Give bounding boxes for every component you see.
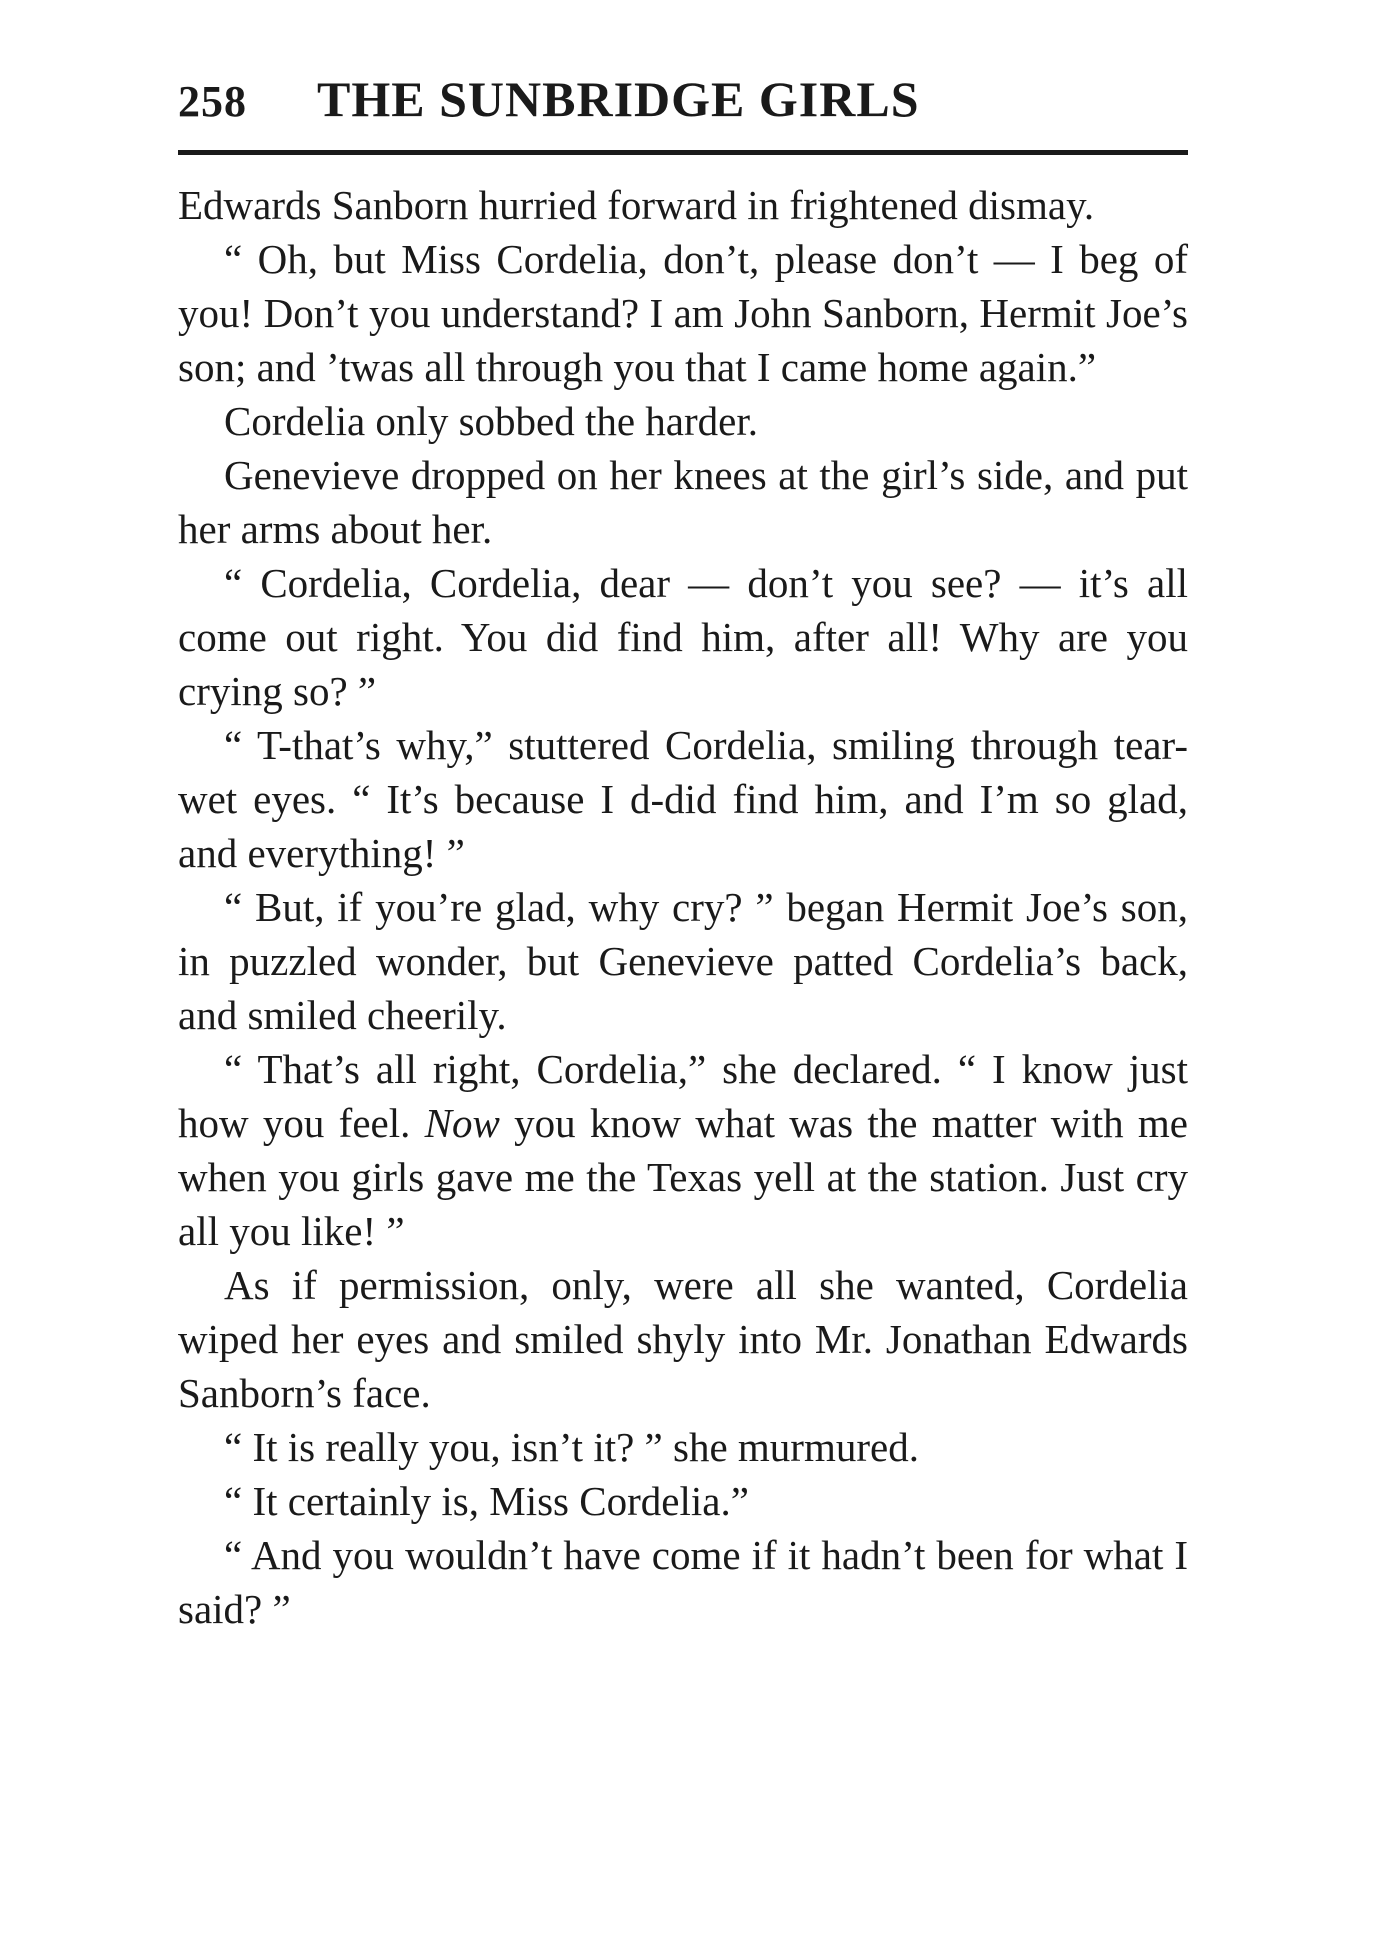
paragraph: Edwards Sanborn hurried forward in frightened dismay. [178, 182, 1095, 228]
paragraph-text: “ That’s all right, Cordelia,” she declared. “ I know just how you feel. [178, 1046, 1188, 1146]
page-number: 258 [178, 77, 247, 126]
running-title: THE SUNBRIDGE GIRLS [317, 71, 920, 127]
paragraph [178, 1042, 1188, 1258]
paragraph: “ It certainly is, Miss Cordelia.” [224, 1478, 749, 1524]
paragraph: “ It is really you, isn’t it? ” she murmured. [224, 1424, 919, 1470]
italic-word: Now [424, 1100, 500, 1146]
paragraph: “ T-that’s why,” stuttered Cordelia, smiling through tear-wet eyes. “ It’s because I d-did find him, and I’m so glad, and everything! ” [178, 722, 1188, 876]
page-header [178, 70, 1188, 142]
paragraph: “ And you wouldn’t have come if it hadn’t been for what I said? ” [178, 1532, 1188, 1632]
paragraph: Genevieve dropped on her knees at the girl’s side, and put her arms about her. [178, 452, 1188, 552]
header-rule [178, 150, 1188, 155]
paragraph: “ But, if you’re glad, why cry? ” began Hermit Joe’s son, in puzzled wonder, but Genevieve patted Cordelia’s back, and smiled cheerily. [178, 884, 1188, 1038]
paragraph: “ Oh, but Miss Cordelia, don’t, please don’t — I beg of you! Don’t you understand? I am John Sanborn, Hermit Joe’s son; and ’twas all through you that I came home again.” [178, 236, 1188, 390]
paragraph-text: you know what was the matter with me when you girls gave me the Texas yell at the station. Just cry all you like! ” [178, 1100, 1188, 1254]
body-text [178, 178, 1188, 1636]
paragraph: As if permission, only, were all she wanted, Cordelia wiped her eyes and smiled shyly into Mr. Jonathan Edwards Sanborn’s face. [178, 1262, 1188, 1416]
paragraph: “ Cordelia, Cordelia, dear — don’t you see? — it’s all come out right. You did find him, after all! Why are you crying so? ” [178, 560, 1188, 714]
paragraph: Cordelia only sobbed the harder. [224, 398, 759, 444]
